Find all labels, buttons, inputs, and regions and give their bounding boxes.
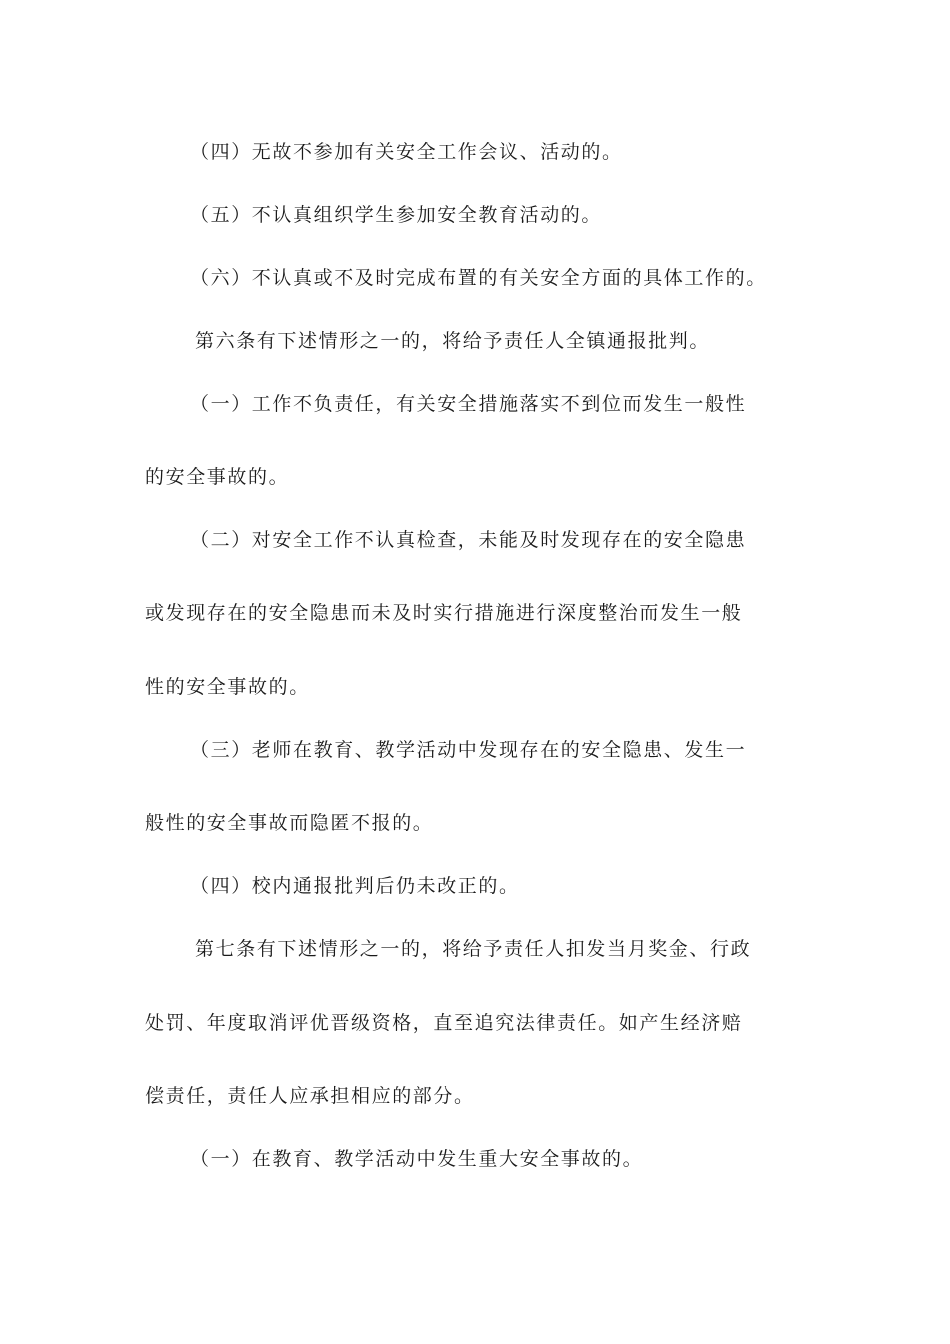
article-7-line-1: 第七条有下述情形之一的，将给予责任人扣发当月奖金、行政 (195, 938, 752, 960)
article-6-item-2-line-1: （二）对安全工作不认真检查，未能及时发现存在的安全隐患 (190, 529, 747, 551)
article-7-line-2: 处罚、年度取消评优晋级资格，直至追究法律责任。如产生经济赔 (145, 1012, 743, 1034)
article-6-item-3-line-1: （三）老师在教育、教学活动中发现存在的安全隐患、发生一 (190, 739, 747, 761)
article-6-item-4: （四）校内通报批判后仍未改正的。 (190, 875, 520, 897)
article-7-line-3: 偿责任，责任人应承担相应的部分。 (145, 1085, 475, 1107)
article-6-item-1-line-2: 的安全事故的。 (145, 466, 290, 488)
article-6-heading: 第六条有下述情形之一的，将给予责任人全镇通报批判。 (195, 330, 711, 352)
article-6-item-1-line-1: （一）工作不负责任，有关安全措施落实不到位而发生一般性 (190, 393, 747, 415)
clause-5-no-organize-education: （五）不认真组织学生参加安全教育活动的。 (190, 204, 603, 226)
clause-6-no-complete-work: （六）不认真或不及时完成布置的有关安全方面的具体工作的。 (190, 267, 767, 289)
article-6-item-3-line-2: 般性的安全事故而隐匿不报的。 (145, 812, 434, 834)
clause-4-no-attend-meetings: （四）无故不参加有关安全工作会议、活动的。 (190, 141, 623, 163)
article-7-item-1: （一）在教育、教学活动中发生重大安全事故的。 (190, 1148, 644, 1170)
article-6-item-2-line-3: 性的安全事故的。 (145, 676, 310, 698)
article-6-item-2-line-2: 或发现存在的安全隐患而未及时实行措施进行深度整治而发生一般 (145, 602, 743, 624)
